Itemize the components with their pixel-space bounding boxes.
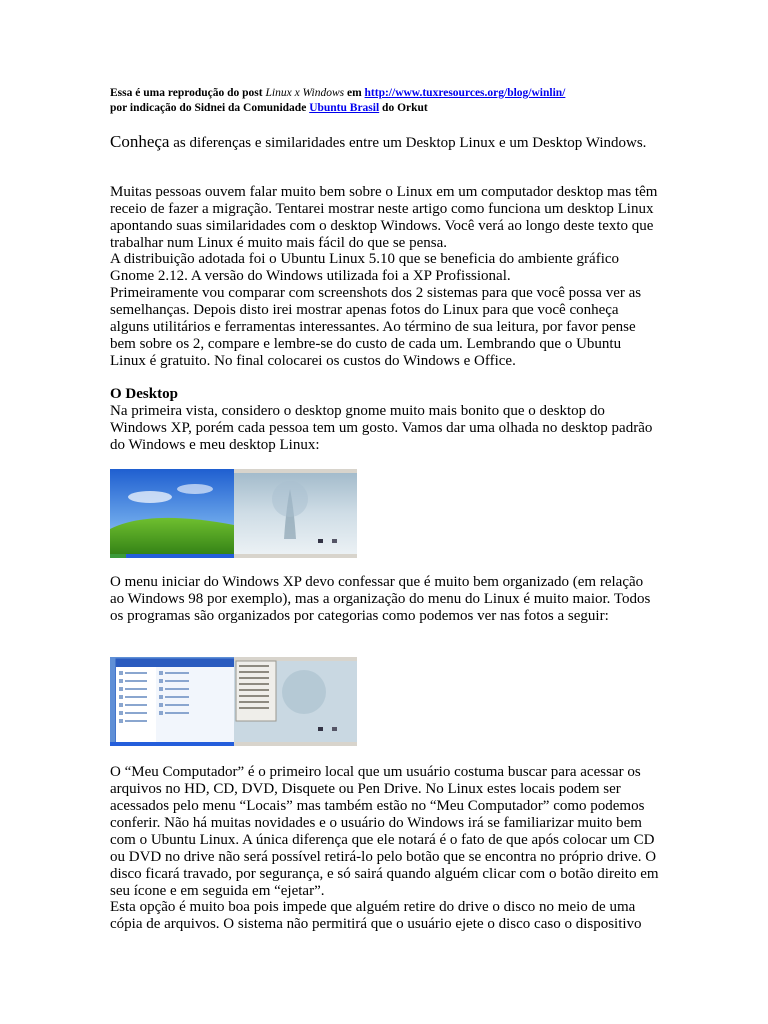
paragraph-my-computer: O “Meu Computador” é o primeiro local que um usuário costuma buscar para acessar os arquivos no HD, CD, DVD, Disquete ou Pen Drive. No Linux estes locais podem ser acessados pelo menu “Locais” mas também estão no “Meu Computador” como podemos conferir. Não há muitas novidades e o usuário do Windows irá se familiarizar muito bem com o Ubuntu Linux. A única diferença que ele notará é o fato de que após colocar um CD ou DVD no drive não será possível retirá-lo pelo botão que se encontra no próprio drive. O disco ficará travado, por segurança, e só sairá quando alguém clicar com o botão direito em seu ícone e em seguida em “ejetar”. <box>110 764 659 899</box>
start-menu-comparison-image <box>110 657 357 746</box>
source-url-link[interactable]: http://www.tuxresources.org/blog/winlin/ <box>364 87 566 99</box>
header-line-2 <box>110 101 428 116</box>
header-mid: em <box>344 87 365 99</box>
intro-rest: as diferenças e similaridades entre um Desktop Linux e um Desktop Windows. <box>169 135 647 151</box>
paragraph-1: Muitas pessoas ouvem falar muito bem sobre o Linux em um computador desktop mas têm receio de fazer a migração. Tentarei mostrar neste artigo como funciona um desktop Linux apontando suas similaridades com o desktop Windows. Você verá ao longo deste texto que trabalhar num Linux é muito mais fácil do que se pensa. <box>110 184 658 251</box>
header-line-1 <box>110 86 565 101</box>
header-line2-prefix: por indicação do Sidnei da Comunidade <box>110 102 310 114</box>
community-link[interactable]: Ubuntu Brasil <box>309 102 380 114</box>
ubuntu-desktop-screenshot <box>234 469 357 558</box>
section-heading-desktop: O Desktop <box>110 386 178 402</box>
paragraph-2: A distribuição adotada foi o Ubuntu Linux 5.10 que se beneficia do ambiente gráfico Gnome 2.12. A versão do Windows utilizada foi a XP Profissional. <box>110 251 620 284</box>
intro-first-word: Conheça <box>110 132 170 151</box>
paragraph-3: Primeiramente vou comparar com screenshots dos 2 sistemas para que você possa ver as semelhanças. Depois disto irei mostrar apenas fotos do Linux para que você conheça alguns utilitários e ferramentas interessantes. Ao término de sua leitura, por favor pense bem sobre os 2, compare e lembre-se do custo de cada um. Lembrando que o Ubuntu Linux é gratuito. No final colocarei os custos do Windows e Office. <box>110 285 642 369</box>
intro-paragraph <box>110 133 660 152</box>
ubuntu-applications-menu-screenshot <box>234 657 357 746</box>
header-line2-suffix: do Orkut <box>379 102 428 114</box>
windows-xp-desktop-screenshot <box>110 469 234 558</box>
post-title: Linux x Windows <box>265 87 345 99</box>
header-prefix: Essa é uma reprodução do post <box>110 87 266 99</box>
desktop-comparison-image <box>110 469 357 558</box>
paragraph-last: Esta opção é muito boa pois impede que alguém retire do drive o disco no meio de uma cópia de arquivos. O sistema não permitirá que o usuário ejete o disco caso o dispositivo <box>110 899 642 932</box>
section-desktop-text: Na primeira vista, considero o desktop gnome muito mais bonito que o desktop do Windows XP, porém cada pessoa tem um gosto. Vamos dar uma olhada no desktop padrão do Windows e meu desktop Linux: <box>110 403 653 453</box>
paragraph-menu: O menu iniciar do Windows XP devo confessar que é muito bem organizado (em relação ao Windows 98 por exemplo), mas a organização do menu do Linux é muito maior. Todos os programas são organizados por categorias como podemos ver nas fotos a seguir: <box>110 574 651 624</box>
windows-start-menu-screenshot <box>110 657 234 746</box>
